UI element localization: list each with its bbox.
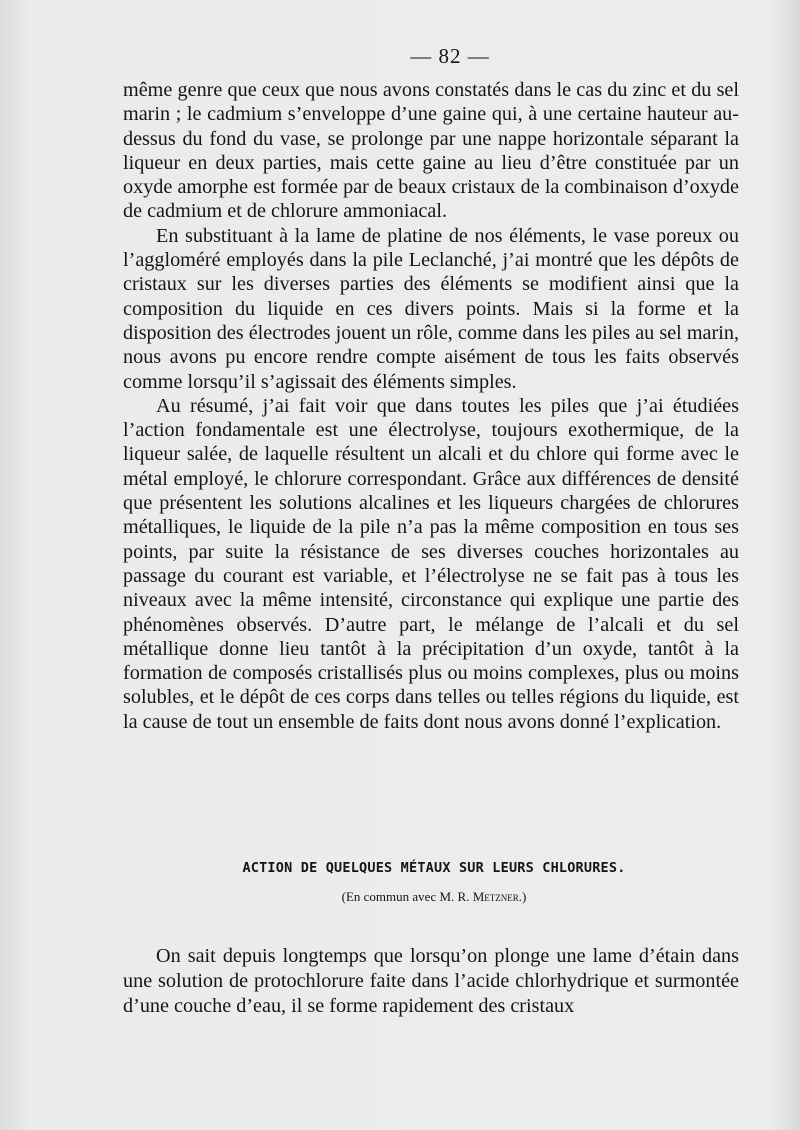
paragraph-continuation: même genre que ceux que nous avons constatés dans le cas du zinc et du sel marin ; le cadmium s’enveloppe d’une gaine qui, à une certaine hauteur au-dessus du fond du vase, se prolonge par une nappe horizontale séparant la liqueur en deux parties, mais cette gaine au lieu d’être constituée par un oxyde amorphe est formée par de beaux cristaux de la combinaison d’oxyde de cadmium et de chlorure ammoniacal.	[123, 79, 739, 223]
section-subtitle	[234, 889, 634, 905]
section-paragraph: On sait depuis longtemps que lorsqu’on plonge une lame d’étain dans une solution de protochlorure faite dans l’acide chlorhydrique et surmontée d’une couche d’eau, il se forme rapidement des cristaux	[123, 945, 739, 1017]
body-text	[123, 78, 739, 734]
paragraph-leclanche: En substituant à la lame de platine de nos éléments, le vase poreux ou l’aggloméré employés dans la pile Leclanché, j’ai montré que les dépôts de cristaux sur les diverses parties des éléments se modifient ainsi que la composition du liquide en ces divers points. Mais si la forme et la disposition des électrodes jouent un rôle, comme dans les piles au sel marin, nous avons pu encore rendre compte aisément de tous les faits observés comme lorsqu’il s’agissait des éléments simples.	[123, 224, 739, 393]
page-number: — 82 —	[410, 44, 490, 68]
paragraph-resume: Au résumé, j’ai fait voir que dans toutes les piles que j’ai étudiées l’action fondamentale est une électrolyse, toujours exothermique, de la liqueur salée, de laquelle résultent un alcali et du chlore qui forme avec le métal employé, le chlorure correspondant. Grâce aux différences de densité que présentent les solutions alcalines et les liqueurs chargées de chlorures métalliques, le liquide de la pile n’a pas la même composition en tous ses points, par suite la résistance de ses diverses couches horizontales au passage du courant est variable, et l’électrolyse ne se fait pas à tous les niveaux avec la même intensité, circonstance qui explique une partie des phénomènes observés. D’autre part, le mélange de l’alcali et du sel métallique donne lieu tantôt à la précipitation d’un oxyde, tantôt à la formation de composés cristallisés plus ou moins complexes, plus ou moins solubles, et le dépôt de ces corps dans telles ou telles régions du liquide, est la cause de tout un ensemble de faits dont nous avons donné l’explication.	[123, 394, 739, 733]
subtitle-suffix: .)	[518, 889, 527, 904]
subtitle-prefix: (En commun avec M. R.	[341, 889, 473, 904]
subtitle-author-name: Metzner	[472, 889, 519, 904]
section-title: ACTION DE QUELQUES MÉTAUX SUR LEURS CHLORURES.	[242, 860, 626, 876]
section-text	[123, 944, 739, 1019]
